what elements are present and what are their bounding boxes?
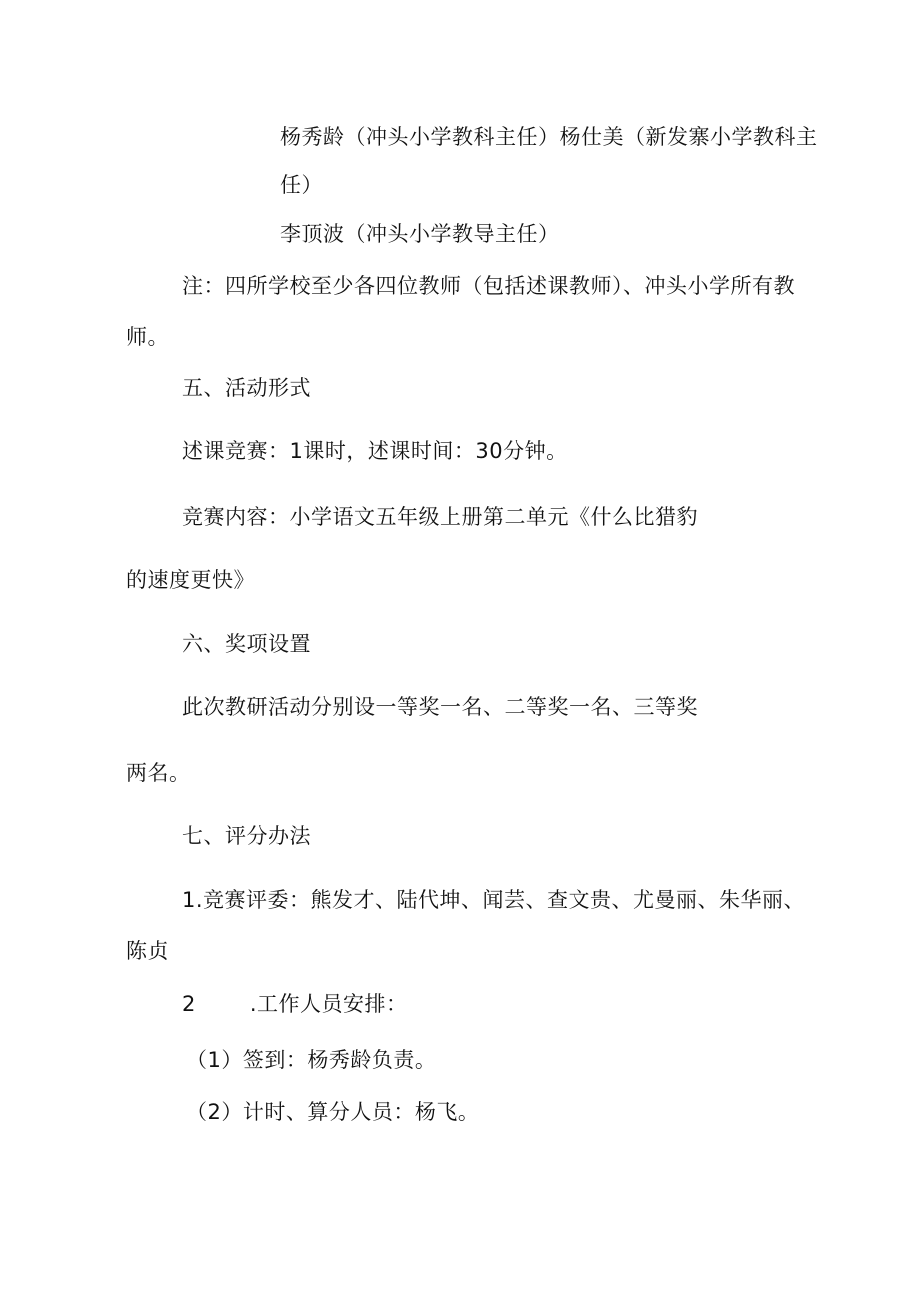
text-line-competition-content: 竞赛内容：小学语文五年级上册第二单元《什么比猎豹 xyxy=(182,505,698,529)
list-number: 2 xyxy=(182,992,196,1016)
text-line-signin: （1）签到：杨秀龄负责。 xyxy=(186,1048,437,1072)
section-heading-scoring: 七、评分办法 xyxy=(182,824,311,848)
list-item-text: .工作人员安排： xyxy=(249,992,408,1016)
text-line-judges: 1.竞赛评委：熊发才、陆代坤、闻芸、查文贵、尤曼丽、朱华丽、 xyxy=(182,888,806,912)
text-line-awards: 此次教研活动分别设一等奖一名、二等奖一名、三等奖 xyxy=(182,695,698,719)
section-heading-activity-form: 五、活动形式 xyxy=(182,376,311,400)
text-line-competition-time: 述课竞赛：1课时，述课时间：30分钟。 xyxy=(182,439,568,463)
text-line-staff-2: 李顶波（冲头小学教导主任） xyxy=(280,222,560,246)
text-line-competition-content-cont: 的速度更快》 xyxy=(126,568,255,592)
text-line-timing: （2）计时、算分人员：杨飞。 xyxy=(186,1100,480,1124)
text-line-staff-arrangement xyxy=(182,990,408,1018)
text-line-staff-1: 杨秀龄（冲头小学教科主任）杨仕美（新发寨小学教科主 xyxy=(280,125,818,149)
section-heading-awards: 六、奖项设置 xyxy=(182,632,311,656)
text-line-awards-cont: 两名。 xyxy=(126,761,191,785)
text-line-staff-1-cont: 任） xyxy=(280,173,323,197)
text-line-note: 注：四所学校至少各四位教师（包括述课教师）、冲头小学所有教 xyxy=(182,274,795,298)
text-line-note-cont: 师。 xyxy=(126,325,169,349)
text-line-judges-cont: 陈贞 xyxy=(126,939,169,963)
